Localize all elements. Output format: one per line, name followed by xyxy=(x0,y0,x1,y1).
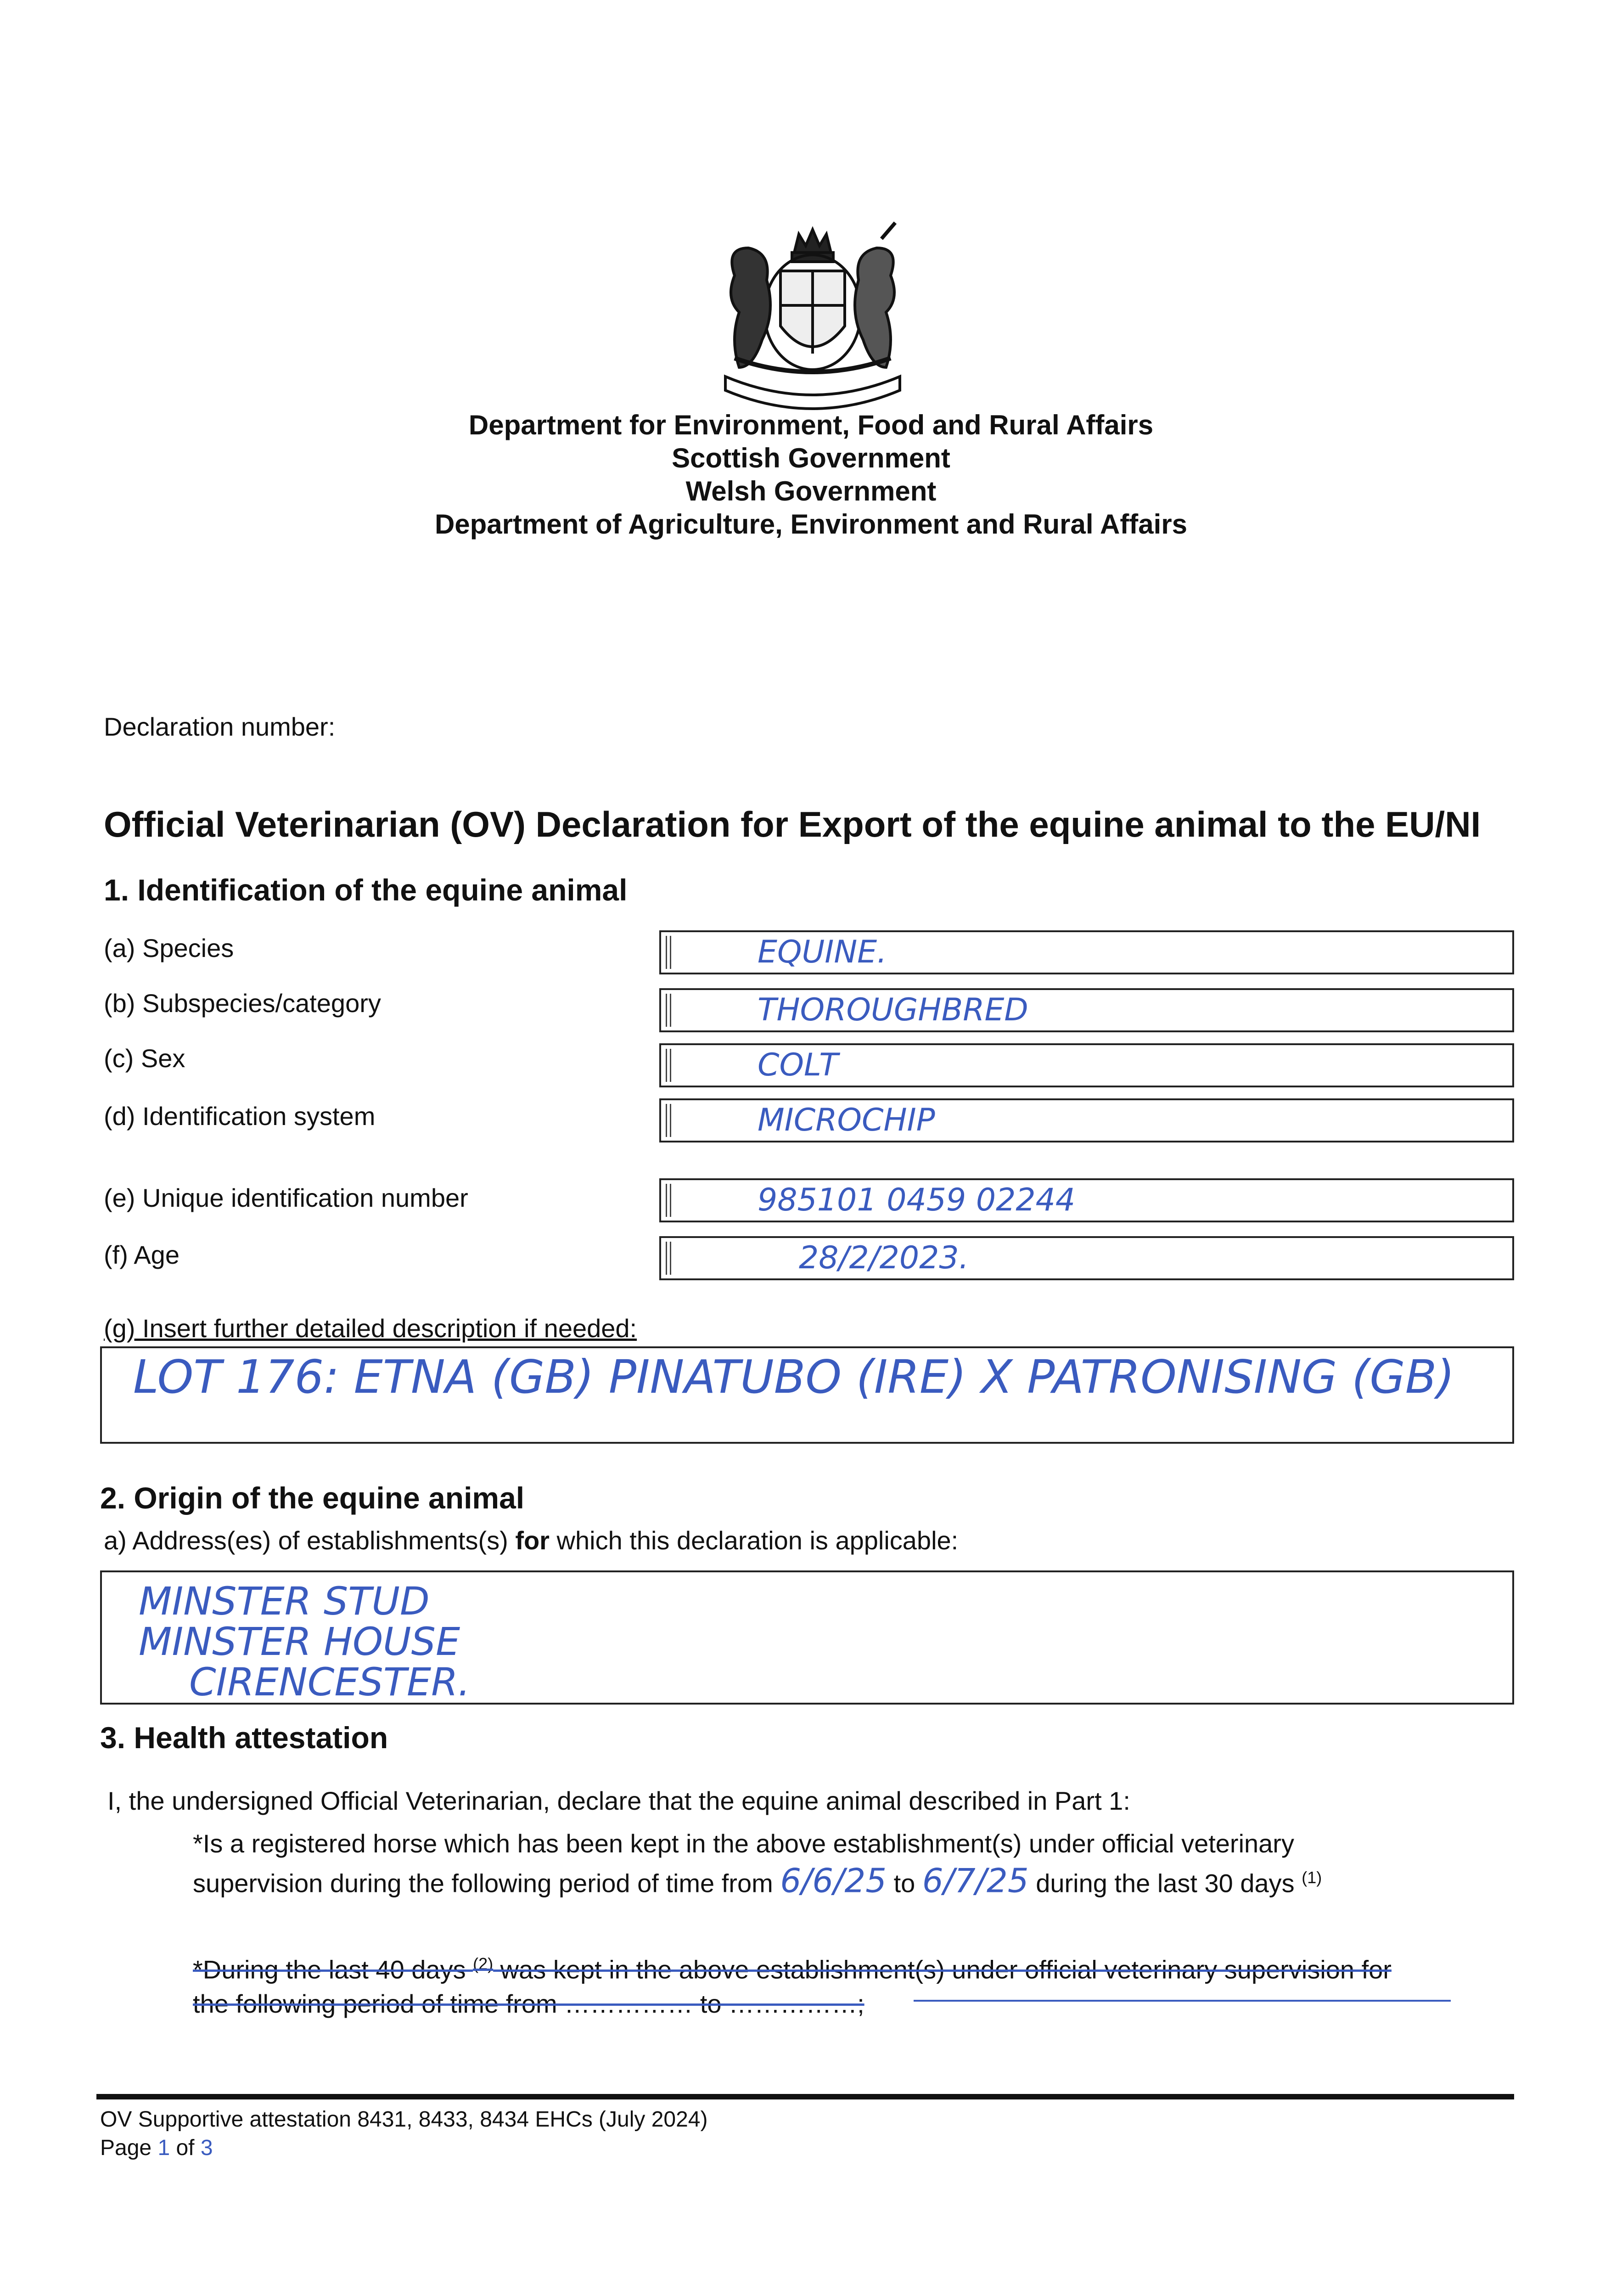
department-name-welsh-government: Welsh Government xyxy=(685,476,937,506)
department-name-scottish-government: Scottish Government xyxy=(672,443,950,473)
footer-attestation-text: OV Supportive attestation 8431, 8433, 8434 EHCs (July 2024) xyxy=(100,2107,708,2132)
section-1-heading: 1. Identification of the equine animal xyxy=(104,873,628,907)
attestation-para-1: *Is a registered horse which has been kept in the above establishment(s) under official veterinary supervision during the following period of time from 6/6/25 to 6/7/25 during the last 30 days $^{(1)}$ xyxy=(193,1829,1322,1900)
supervision-from-date: 6/6/25 xyxy=(780,1861,887,1900)
unique-id-field[interactable] xyxy=(659,1178,1514,1222)
attestation-intro: I, the undersigned Official Veterinarian, declare that the equine animal described in Part 1: xyxy=(107,1786,1130,1815)
department-name-defra: Department for Environment, Food and Rural Affairs xyxy=(468,410,1154,440)
sex-field[interactable] xyxy=(659,1043,1514,1087)
species-value: EQUINE. xyxy=(758,934,887,970)
section-2-heading: 2. Origin of the equine animal xyxy=(100,1481,525,1515)
supervision-to-date: 6/7/25 xyxy=(922,1861,1029,1900)
identification-system-field[interactable] xyxy=(659,1098,1514,1142)
sex-label: (c) Sex xyxy=(104,1044,185,1073)
description-value: LOT 176: ETNA (GB) PINATUBO (IRE) X PATRONISING (GB) xyxy=(133,1350,1455,1404)
subspecies-label: (b) Subspecies/category xyxy=(104,989,381,1018)
subspecies-field[interactable] xyxy=(659,988,1514,1032)
address-label: a) Address(es) of establishments(s) for which this declaration is applicable: xyxy=(104,1526,959,1555)
unique-id-label: (e) Unique identification number xyxy=(104,1183,468,1212)
address-line-2: MINSTER HOUSE xyxy=(139,1619,460,1664)
section-3-heading: 3. Health attestation xyxy=(100,1721,388,1755)
attestation-para-2-struck: *During the last 40 days $^{(2)}$ was kept in the above establishment(s) under official veterinary supervision for the following period of time from …………… to ……………; xyxy=(193,1954,1392,2018)
unique-id-value: 985101 0459 02244 xyxy=(758,1182,1076,1218)
species-field[interactable] xyxy=(659,930,1514,974)
footer-rule xyxy=(96,2094,1514,2099)
department-name-daera: Department of Agriculture, Environment and Rural Affairs xyxy=(434,509,1188,540)
species-label: (a) Species xyxy=(104,934,234,962)
footer xyxy=(100,2105,707,2162)
declaration-number-label: Declaration number: xyxy=(104,712,336,741)
age-label: (f) Age xyxy=(104,1240,180,1269)
address-line-1: MINSTER STUD xyxy=(139,1579,430,1624)
description-label: (g) Insert further detailed description if needed: xyxy=(104,1314,637,1343)
age-value: 28/2/2023. xyxy=(799,1240,969,1276)
page-number: Page 1 of 3 xyxy=(100,2136,213,2160)
document-title: Official Veterinarian (OV) Declaration for Export of the equine animal to the EU/NI xyxy=(104,804,1481,844)
age-field[interactable] xyxy=(659,1236,1514,1280)
royal-coat-of-arms-icon xyxy=(707,220,918,413)
address-field[interactable] xyxy=(100,1570,1514,1705)
subspecies-value: THOROUGHBRED xyxy=(758,992,1028,1028)
identification-system-label: (d) Identification system xyxy=(104,1102,376,1131)
address-line-3: CIRENCESTER. xyxy=(189,1660,471,1705)
strike-through-line xyxy=(914,2000,1451,2002)
sex-value: COLT xyxy=(758,1047,838,1083)
identification-system-value: MICROCHIP xyxy=(758,1102,935,1138)
